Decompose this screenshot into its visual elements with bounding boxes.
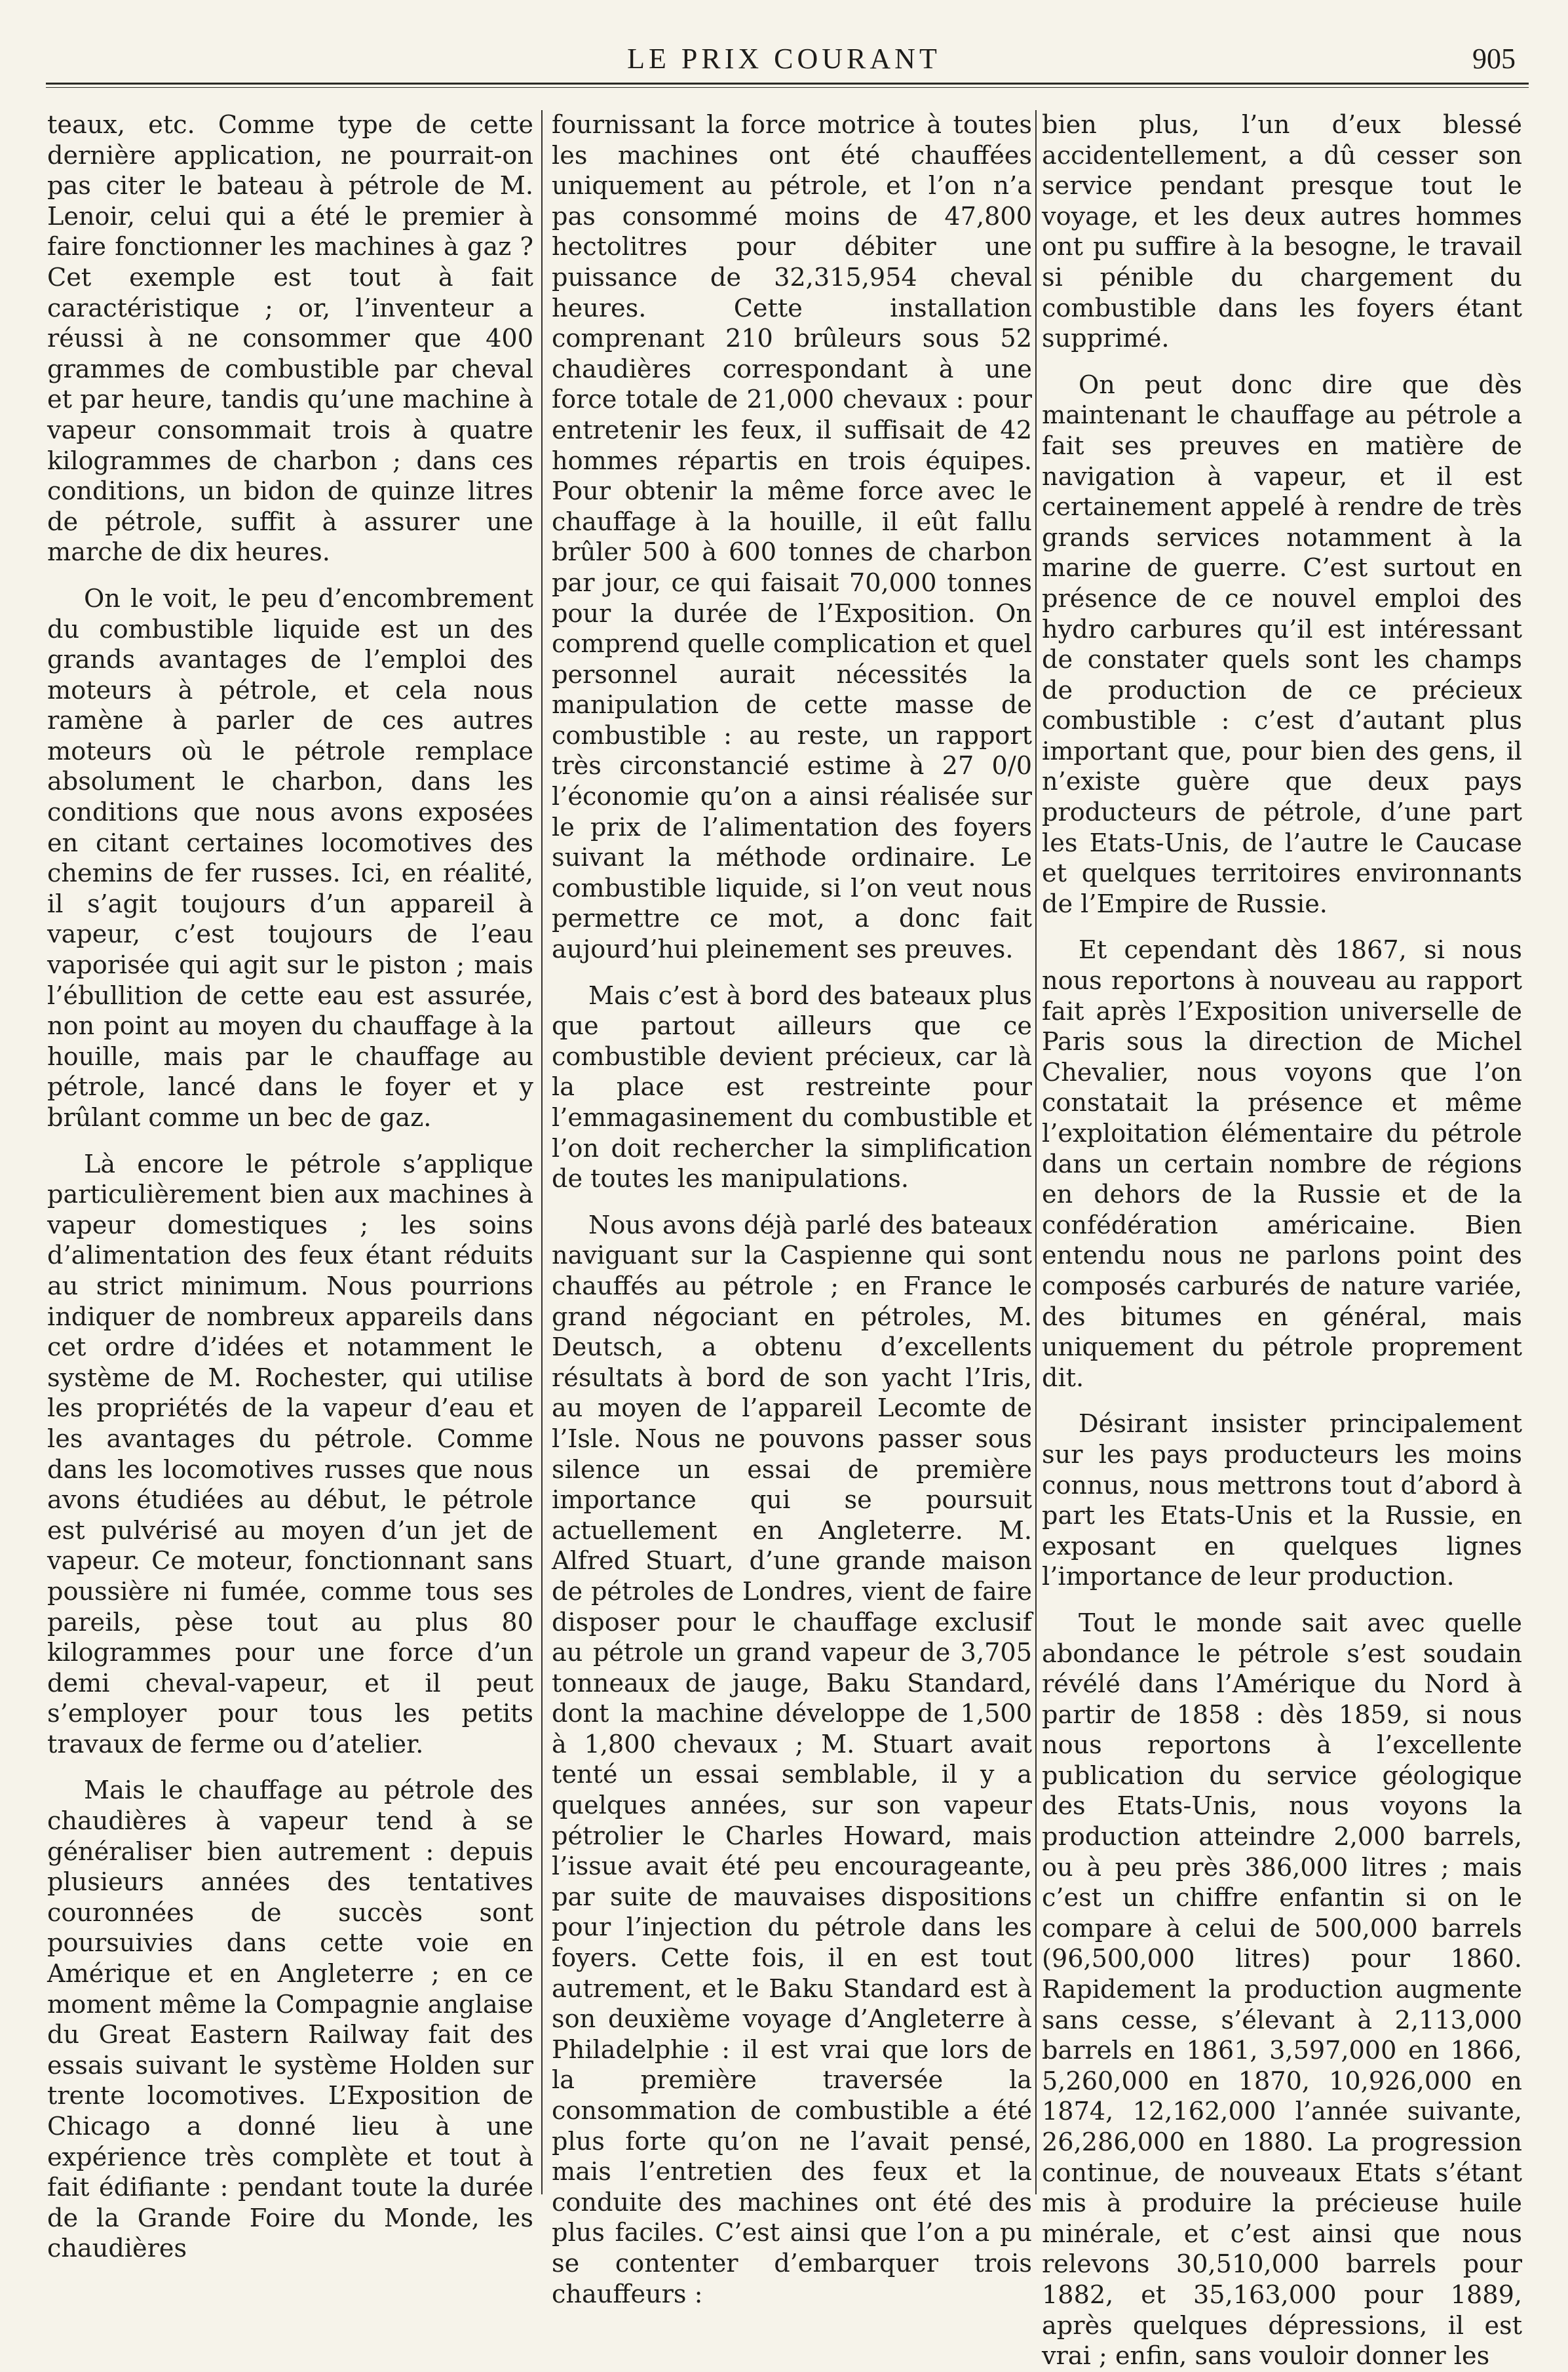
paragraph: teaux, etc. Comme type de cette dernière application, ne pourrait-on pas citer le bateau à pétrole de M. Lenoir, celui qui a été le premier à faire fonctionner les machines à gaz ? Cet exemple est tout à fait caractéristique ; or, l’inventeur a réussi à ne consommer que 400 grammes de combustible par cheval et par heure, tandis qu’une machine à vapeur consommait trois à quatre kilogrammes de charbon ; dans ces conditions, un bidon de quinze litres de pétrole, suffit à assurer une marche de dix heures.: [47, 111, 533, 568]
running-title: LE PRIX COURANT: [627, 43, 941, 75]
page-number: 905: [1472, 43, 1516, 75]
paragraph: Mais le chauffage au pétrole des chaudières à vapeur tend à se généraliser bien autrement : depuis plusieurs années des tentatives couronnées de succès sont poursuivies dans cette voie en Amérique et en Angleterre ; en ce moment même la Compagnie anglaise du Great Eastern Railway fait des essais suivant le système Holden sur trente locomotives. L’Exposition de Chicago a donné lieu à une expérience très complète et tout à fait édifiante : pendant toute la durée de la Grande Foire du Monde, les chaudières: [47, 1776, 533, 2264]
paragraph: Tout le monde sait avec quelle abondance le pétrole s’est soudain révélé dans l’Amérique du Nord à partir de 1858 : dès 1859, si nous nous reportons à l’excellente publication du service géologique des Etats-Unis, nous voyons la production atteindre 2,000 barrels, ou à peu près 386,000 litres ; mais c’est un chiffre enfantin si on le compare à celui de 500,000 barrels (96,500,000 litres) pour 1860. Rapidement la production augmente sans cesse, s’élevant à 2,113,000 barrels en 1861, 3,597,000 en 1866, 5,260,000 en 1870, 10,926,000 en 1874, 12,162,000 l’année suivante, 26,286,000 en 1880. La progression continue, de nouveaux Etats s’étant mis à produire la précieuse huile minérale, et c’est ainsi que nous relevons 30,510,000 barrels pour 1882, et 35,163,000 pour 1889, après quelques dépressions, il est vrai ; enfin, sans vouloir donner les: [1042, 1608, 1522, 2371]
paragraph: Mais c’est à bord des bateaux plus que partout ailleurs que ce combustible devient précieux, car là la place est restreinte pour l’emmagasinement du combustible et l’on doit rechercher la simplification de toutes les manipulations.: [552, 981, 1032, 1194]
page-header: [0, 39, 1568, 92]
paragraph: Et cependant dès 1867, si nous nous reportons à nouveau au rapport fait après l’Exposition universelle de Paris sous la direction de Michel Chevalier, nous voyons que l’on constatait la présence et même l’exploitation élémentaire du pétrole dans un certain nombre de régions en dehors de la Russie et de la confédération américaine. Bien entendu nous ne parlons point des composés carburés de nature variée, des bitumes en général, mais uniquement du pétrole proprement dit.: [1042, 936, 1522, 1393]
paragraph: On le voit, le peu d’encombrement du combustible liquide est un des grands avantages de l’emploi des moteurs à pétrole, et cela nous ramène à parler de ces autres moteurs où le pétrole remplace absolument le charbon, dans les conditions que nous avons exposées en citant certaines locomotives des chemins de fer russes. Ici, en réalité, il s’agit toujours d’un appareil à vapeur, c’est toujours de l’eau vaporisée qui agit sur le piston ; mais l’ébullition de cette eau est assurée, non point au moyen du chauffage à la houille, mais par le chauffage au pétrole, lancé dans le foyer et y brûlant comme un bec de gaz.: [47, 584, 533, 1133]
paragraph: Là encore le pétrole s’applique particulièrement bien aux machines à vapeur domestiques ; les soins d’alimentation des feux étant réduits au strict minimum. Nous pourrions indiquer de nombreux appareils dans cet ordre d’idées et notamment le système de M. Rochester, qui utilise les propriétés de la vapeur d’eau et les avantages du pétrole. Comme dans les locomotives russes que nous avons étudiées au début, le pétrole est pulvérisé au moyen d’un jet de vapeur. Ce moteur, fonctionnant sans poussière ni fumée, comme tous ses pareils, pèse tout au plus 80 kilogrammes pour une force d’un demi cheval-vapeur, et il peut s’employer pour tous les petits travaux de ferme ou d’atelier.: [47, 1150, 533, 1759]
text-column-2: [552, 110, 1032, 2309]
paragraph: On peut donc dire que dès maintenant le chauffage au pétrole a fait ses preuves en matière de navigation à vapeur, et il est certainement appelé à rendre de très grands services notamment à la marine de guerre. C’est surtout en présence de ce nouvel emploi des hydro carbures qu’il est intéressant de constater quels sont les champs de production de ce précieux combustible : c’est d’autant plus important que, pour bien des gens, il n’existe guère que deux pays producteurs de pétrole, d’une part les Etats-Unis, de l’autre le Caucase et quelques territoires environnants de l’Empire de Russie.: [1042, 370, 1522, 919]
paragraph: bien plus, l’un d’eux blessé accidentellement, a dû cesser son service pendant presque tout le voyage, et les deux autres hommes ont pu suffire à la besogne, le travail si pénible du chargement du combustible dans les foyers étant supprimé.: [1042, 111, 1522, 354]
text-column-1: [47, 110, 533, 2264]
header-rule: [46, 83, 1529, 88]
paragraph: Nous avons déjà parlé des bateaux naviguant sur la Caspienne qui sont chauffés au pétrole ; en France le grand négociant en pétroles, M. Deutsch, a obtenu d’excellents résultats à bord de son yacht l’Iris, au moyen de l’appareil Lecomte de l’Isle. Nous ne pouvons passer sous silence un essai de première importance qui se poursuit actuellement en Angleterre. M. Alfred Stuart, d’une grande maison de pétroles de Londres, vient de faire disposer pour le chauffage exclusif au pétrole un grand vapeur de 3,705 tonneaux de jauge, Baku Standard, dont la machine développe de 1,500 à 1,800 chevaux ; M. Stuart avait tenté un essai semblable, il y a quelques années, sur son vapeur pétrolier le Charles Howard, mais l’issue avait été peu encourageante, par suite de mauvaises dispositions pour l’injection du pétrole dans les foyers. Cette fois, il en est tout autrement, et le Baku Standard est à son deuxième voyage d’Angleterre à Philadelphie : il est vrai que lors de la première traversée la consommation de combustible a été plus forte qu’on ne l’avait pensé, mais l’entretien des feux et la conduite des machines ont été des plus faciles. C’est ainsi que l’on a pu se contenter d’embarquer trois chauffeurs :: [552, 1211, 1032, 2309]
column-divider: [1035, 110, 1037, 2194]
column-divider: [541, 110, 543, 2194]
paragraph: Désirant insister principalement sur les pays producteurs les moins connus, nous mettrons tout d’abord à part les Etats-Unis et la Russie, en exposant en quelques lignes l’importance de leur production.: [1042, 1410, 1522, 1592]
text-column-3: [1042, 110, 1522, 2371]
paragraph: fournissant la force motrice à toutes les machines ont été chauffées uniquement au pétrole, et l’on n’a pas consommé moins de 47,800 hectolitres pour débiter une puissance de 32,315,954 cheval heures. Cette installation comprenant 210 brûleurs sous 52 chaudières correspondant à une force totale de 21,000 chevaux : pour entretenir les feux, il suffisait de 42 hommes répartis en trois équipes. Pour obtenir la même force avec le chauffage à la houille, il eût fallu brûler 500 à 600 tonnes de charbon par jour, ce qui faisait 70,000 tonnes pour la durée de l’Exposition. On comprend quelle complication et quel personnel aurait nécessités la manipulation de cette masse de combustible : au reste, un rapport très circonstancié estime à 27 0/0 l’économie qu’on a ainsi réalisée sur le prix de l’alimentation des foyers suivant la méthode ordinaire. Le combustible liquide, si l’on veut nous permettre ce mot, a donc fait aujourd’hui pleinement ses preuves.: [552, 111, 1032, 965]
